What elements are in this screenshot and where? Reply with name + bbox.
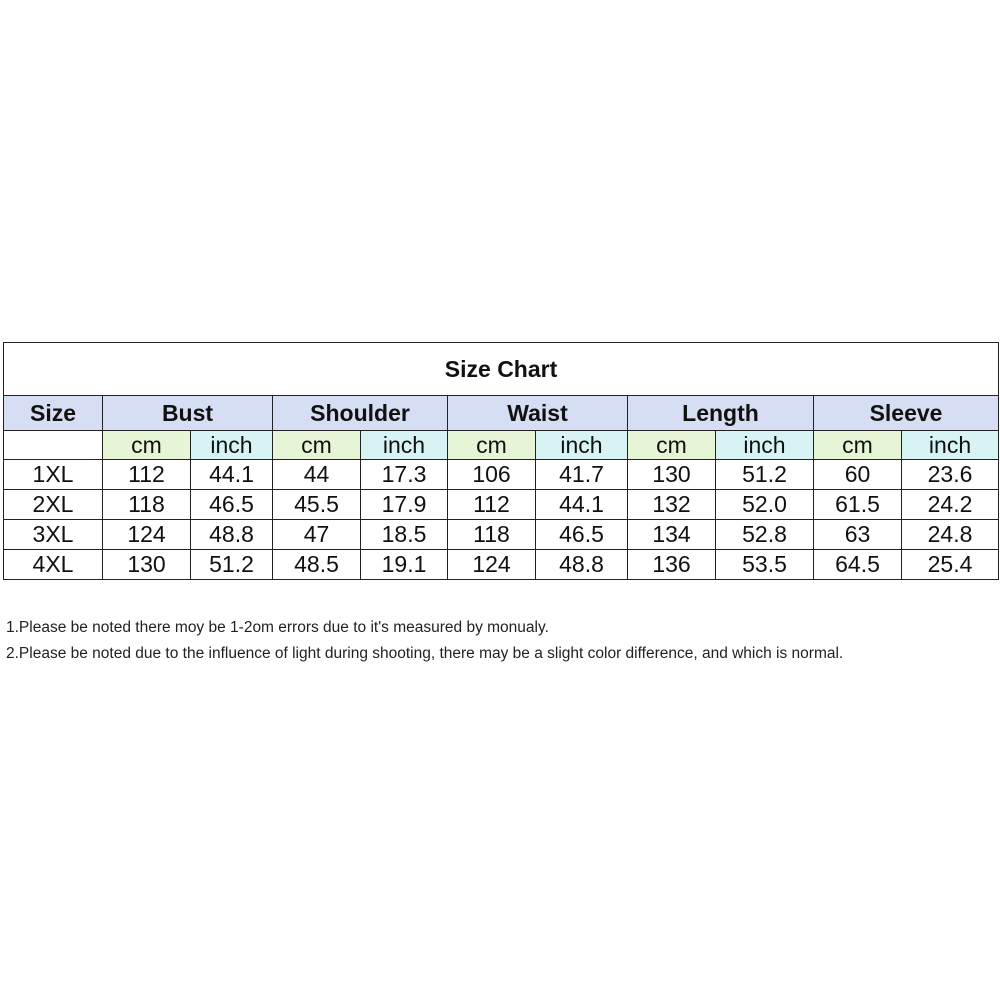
measure-header-row [4,396,999,431]
unit-inch: inch [716,431,814,460]
value-cell: 130 [103,550,191,580]
unit-inch: inch [361,431,448,460]
value-cell: 112 [448,490,536,520]
value-cell: 118 [448,520,536,550]
value-cell: 112 [103,460,191,490]
value-cell: 52.8 [716,520,814,550]
waist-header: Waist [448,396,628,431]
size-chart [3,342,998,580]
note-color-difference: 2.Please be noted due to the influence of light during shooting, there may be a slight color difference, and which is normal. [6,645,844,662]
shoulder-header: Shoulder [273,396,448,431]
value-cell: 124 [448,550,536,580]
length-header: Length [628,396,814,431]
unit-cm: cm [628,431,716,460]
value-cell: 132 [628,490,716,520]
value-cell: 52.0 [716,490,814,520]
size-header: Size [4,396,103,431]
size-cell: 4XL [4,550,103,580]
table-row [4,520,999,550]
value-cell: 61.5 [814,490,902,520]
value-cell: 44.1 [191,460,273,490]
unit-inch: inch [191,431,273,460]
value-cell: 130 [628,460,716,490]
value-cell: 48.8 [191,520,273,550]
value-cell: 64.5 [814,550,902,580]
value-cell: 60 [814,460,902,490]
size-cell: 2XL [4,490,103,520]
unit-blank-cell [4,431,103,460]
unit-cm: cm [814,431,902,460]
value-cell: 118 [103,490,191,520]
unit-inch: inch [902,431,999,460]
value-cell: 47 [273,520,361,550]
value-cell: 19.1 [361,550,448,580]
value-cell: 24.8 [902,520,999,550]
value-cell: 134 [628,520,716,550]
value-cell: 24.2 [902,490,999,520]
chart-title: Size Chart [4,343,999,396]
value-cell: 18.5 [361,520,448,550]
value-cell: 46.5 [536,520,628,550]
notes [6,615,996,667]
value-cell: 23.6 [902,460,999,490]
sleeve-header: Sleeve [814,396,999,431]
value-cell: 106 [448,460,536,490]
value-cell: 17.9 [361,490,448,520]
note-measurement-error: 1.Please be noted there moy be 1-2om errors due to it's measured by monualy. [6,619,549,636]
value-cell: 44.1 [536,490,628,520]
value-cell: 51.2 [716,460,814,490]
value-cell: 63 [814,520,902,550]
value-cell: 124 [103,520,191,550]
table-row [4,550,999,580]
size-table [3,342,999,580]
value-cell: 46.5 [191,490,273,520]
value-cell: 45.5 [273,490,361,520]
value-cell: 48.8 [536,550,628,580]
value-cell: 44 [273,460,361,490]
unit-cm: cm [103,431,191,460]
table-row [4,460,999,490]
unit-cm: cm [448,431,536,460]
size-cell: 3XL [4,520,103,550]
value-cell: 25.4 [902,550,999,580]
value-cell: 17.3 [361,460,448,490]
value-cell: 51.2 [191,550,273,580]
value-cell: 48.5 [273,550,361,580]
unit-cm: cm [273,431,361,460]
value-cell: 41.7 [536,460,628,490]
size-cell: 1XL [4,460,103,490]
bust-header: Bust [103,396,273,431]
unit-inch: inch [536,431,628,460]
value-cell: 53.5 [716,550,814,580]
table-row [4,490,999,520]
unit-header-row [4,431,999,460]
value-cell: 136 [628,550,716,580]
